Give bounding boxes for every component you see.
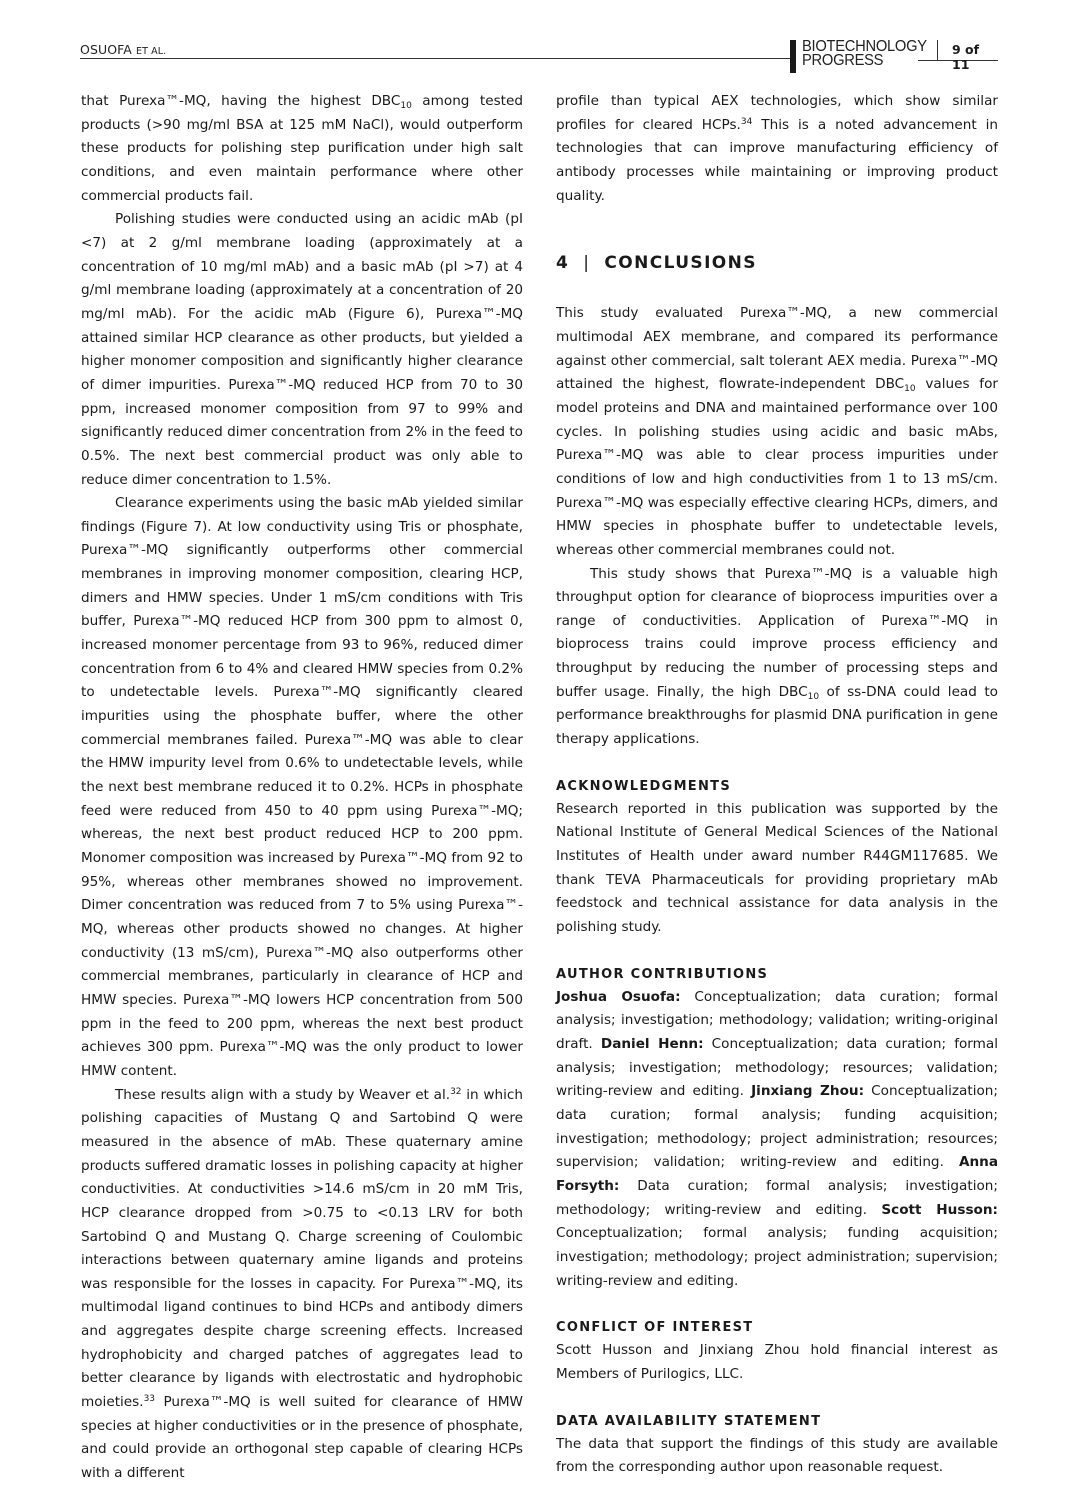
journal-logo-bar (790, 40, 796, 73)
heading-conflict-of-interest: CONFLICT OF INTEREST (556, 1320, 754, 1336)
citation-ref[interactable]: 33 (143, 1394, 156, 1405)
paragraph: that Purexa™-MQ, having the highest $DBC_{10}$ among tested products (>90 mg/ml BSA at 125 mM NaCl), would outperform these products for polishing step purification under high salt conditions, and even maintain performance where other commercial products fail. (81, 93, 524, 204)
paragraph: These results align with a study by Weaver et al.$^{32}$ in which polishing capacities of Mustang Q and Sartobind Q were measured in the absence of mAb. These quaternary amine products suffered dramatic losses in polishing capacity at higher conductivities. At conductivities >14.6 mS/cm in 20 mM Tris, HCP clearance dropped from >0.75 to <0.13 LRV for both Sartobind Q and Mustang Q. Charge screening of Coulombic interactions between quaternary amine ligands and proteins was responsible for the losses in capacity. For Purexa™-MQ, its multimodal ligand continues to bind HCPs and antibody dimers and aggregates despite charge screening effects. Increased hydrophobicity and charged patches of aggregates lead to better clearance by ligands with electrostatic and hydrophobic moieties.$^{33}$ Purexa™-MQ is well suited for clearance of HMW species at higher conductivities or in the presence of phosphate, and could provide an orthogonal step capable of clearing HCPs with a different (81, 1086, 523, 1482)
journal-name-line1: BIOTECHNOLOGY (802, 38, 927, 55)
paragraph: Polishing studies were conducted using an acidic mAb (pI <7) at 2 g/ml membrane loading (approximately at a concentration of 10 mg/ml mAb) and a basic mAb (pI >7) at 4 g/ml membrane loading (approximately at a concentration of 20 mg/ml mAb). For the acidic mAb (Figure 6), Purexa™-MQ attained similar HCP clearance as other products, but yielded a higher monomer composition and significantly higher clearance of dimer impurities. Purexa™-MQ reduced HCP from 70 to 30 ppm, increased monomer composition from 97 to 99% and significantly reduced dimer concentration from 2% in the feed to 0.5%. The next best commercial product was only able to reduce dimer concentration to 1.5%. (81, 211, 523, 488)
header-rule (80, 58, 790, 59)
contributor-name: Jinxiang Zhou: (751, 1083, 865, 1100)
contributor-name: Anna Forsyth: (556, 1154, 998, 1194)
right-column (556, 90, 998, 1480)
author-contributions-text: Joshua Osuofa: Conceptualization; data curation; formal analysis; investigation; methodology; validation; writing-original draft. Daniel Henn: Conceptualization; data curation; formal analysis; investigation; methodology; resources; validation; writing-review and editing. Jinxiang Zhou: Conceptualization; data curation; formal analysis; funding acquisition; investigation; methodology; project administration; resources; supervision; validation; writing-review and editing. Anna Forsyth: Data curation; formal analysis; investigation; methodology; writing-review and editing. Scott Husson: Conceptualization; formal analysis; funding acquisition; investigation; methodology; project administration; supervision; writing-review and editing. (556, 988, 999, 1289)
author-name: OSUOFA (80, 42, 132, 57)
contributor-name: Joshua Osuofa: (556, 988, 681, 1005)
contributor-name: Scott Husson: (881, 1201, 998, 1218)
running-header (80, 38, 998, 78)
data-availability-text: The data that support the findings of this study are available from the corresponding author upon reasonable request. (556, 1435, 998, 1476)
journal-name-line2: PROGRESS (802, 52, 884, 69)
paragraph: Clearance experiments using the basic mAb yielded similar findings (Figure 7). At low conductivity using Tris or phosphate, Purexa™-MQ significantly outperforms other commercial membranes in improving monomer composition, clearing HCP, dimers and HMW species. Under 1 mS/cm conditions with Tris buffer, Purexa™-MQ reduced HCP from 300 ppm to almost 0, increased monomer percentage from 93 to 96%, reduced dimer concentration from 6 to 4% and cleared HMW species from 0.2% to undetectable levels. Purexa™-MQ significantly cleared impurities using the phosphate buffer, where the other commercial membranes failed. Purexa™-MQ was able to clear the HMW impurity level from 0.6% to undetectable levels, while the next best membrane reduced it to 0.2%. HCPs in phosphate feed were reduced from 450 to 40 ppm using Purexa™-MQ; whereas, the next best product reduced HCP to 200 ppm. Monomer composition was increased by Purexa™-MQ from 92 to 95%, whereas other membranes showed no improvement. Dimer concentration was reduced from 7 to 5% using Purexa™-MQ, whereas other products showed no changes. At higher conductivity (13 mS/cm), Purexa™-MQ also outperforms other commercial membranes, particularly in clearance of HCP and HMW species. Purexa™-MQ lowers HCP concentration from 500 ppm in the feed to 200 ppm, whereas the next best product achieves 300 ppm. Purexa™-MQ was the only product to lower HMW content. (81, 495, 523, 1079)
author-suffix: ET AL. (136, 46, 167, 57)
heading-acknowledgments: ACKNOWLEDGMENTS (556, 778, 731, 794)
left-column (81, 90, 523, 1486)
heading-data-availability: DATA AVAILABILITY STATEMENT (556, 1413, 822, 1429)
citation-ref[interactable]: 34 (740, 116, 753, 127)
heading-author-contributions: AUTHOR CONTRIBUTIONS (556, 966, 769, 982)
paragraph: This study evaluated Purexa™-MQ, a new commercial multimodal AEX membrane, and compared its performance against other commercial, salt tolerant AEX media. Purexa™-MQ attained the highest, flowrate-independent $DBC_{10}$ values for model proteins and DNA and maintained performance over 100 cycles. In polishing studies using acidic and basic mAbs, Purexa™-MQ was able to clear process impurities under conditions of low and high conductivities from 1 to 13 mS/cm. Purexa™-MQ was especially effective clearing HCPs, dimers, and HMW species in phosphate buffer to undetectable levels, whereas other commercial membranes could not. (556, 305, 998, 558)
citation-ref[interactable]: 32 (450, 1086, 462, 1097)
acknowledgments-text: Research reported in this publication was supported by the National Institute of General Medical Sciences of the National Institutes of Health under award number R44GM117685. We thank TEVA Pharmaceuticals for providing proprietary mAb feedstock and technical assistance for data analysis in the polishing study. (556, 800, 998, 936)
running-author (80, 42, 166, 57)
section-separator: | (583, 253, 591, 274)
header-separator (937, 40, 938, 60)
paragraph: This study shows that Purexa™-MQ is a valuable high throughput option for clearance of bioprocess impurities over a range of conductivities. Application of Purexa™-MQ in bioprocess trains could improve process efficiency and throughput by reducing the number of processing steps and buffer usage. Finally, the high $DBC_{10}$ of ss-DNA could lead to performance breakthroughs for plasmid DNA purification in gene therapy applications. (556, 565, 998, 748)
paragraph: profile than typical AEX technologies, which show similar profiles for cleared HCPs.$^{34}$ This is a noted advancement in technologies that can improve manufacturing efficiency of antibody processes while maintaining or improving product quality. (556, 93, 998, 204)
conflict-of-interest-text: Scott Husson and Jinxiang Zhou hold financial interest as Members of Purilogics, LLC. (556, 1342, 998, 1382)
section-title: CONCLUSIONS (604, 253, 757, 274)
journal-logo (802, 40, 927, 68)
page-number: 9 of 11 (952, 42, 980, 72)
contributor-name: Daniel Henn: (600, 1036, 704, 1052)
section-number: 4 (556, 253, 570, 274)
section-heading-conclusions (556, 252, 998, 274)
